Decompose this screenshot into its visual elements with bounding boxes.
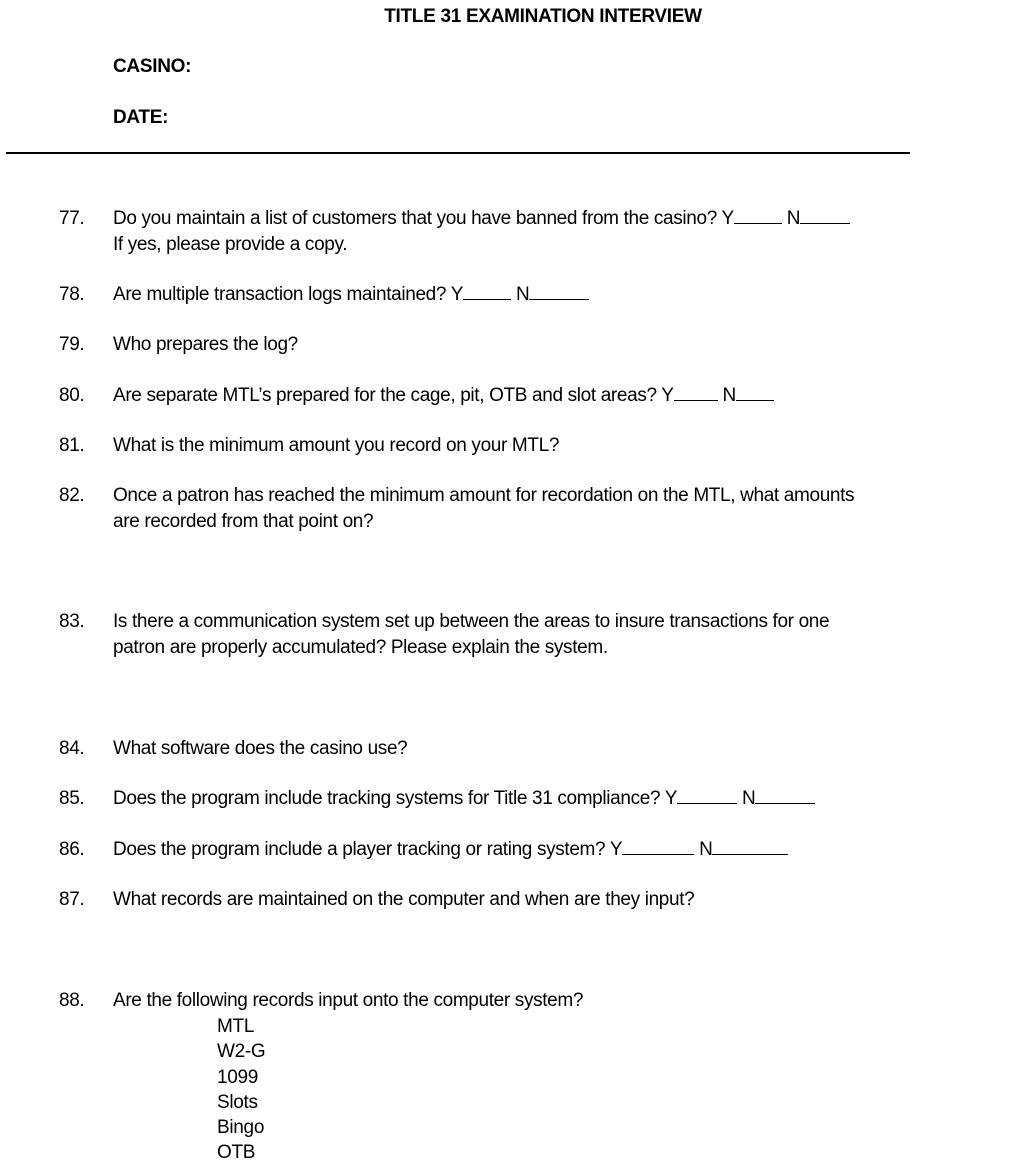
question-number: 86. — [59, 839, 85, 860]
question-text: Are separate MTL’s prepared for the cage, pit, OTB and slot areas? Y N — [113, 383, 774, 409]
question-text: Does the program include a player tracking or rating system? Y N — [113, 837, 788, 863]
question-text: What records are maintained on the computer and when are they input? — [113, 889, 695, 910]
no-blank[interactable] — [800, 207, 850, 224]
question-number: 81. — [59, 435, 85, 456]
record-item-mtl: MTL — [217, 1016, 255, 1037]
question-text: Are the following records input onto the computer system? — [113, 990, 584, 1011]
question-number: 80. — [59, 385, 85, 406]
question-text: What software does the casino use? — [113, 738, 408, 759]
yes-blank[interactable] — [677, 787, 737, 804]
question-number: 83. — [59, 611, 85, 632]
no-blank[interactable] — [755, 787, 815, 804]
question-text: Is there a communication system set up between the areas to insure transactions for one patron are properly accumulated? Please explain the system. — [113, 611, 830, 658]
question-text: What is the minimum amount you record on your MTL? — [113, 435, 560, 456]
no-blank[interactable] — [736, 384, 774, 401]
yes-blank[interactable] — [463, 283, 511, 300]
question-text: Who prepares the log? — [113, 334, 298, 355]
question-number: 77. — [59, 208, 85, 229]
no-blank[interactable] — [529, 283, 589, 300]
question-number: 78. — [59, 284, 85, 305]
question-number: 79. — [59, 334, 85, 355]
no-blank[interactable] — [712, 838, 788, 855]
question-text: Does the program include tracking systems for Title 31 compliance? Y N — [113, 786, 815, 812]
record-item-bingo: Bingo — [217, 1117, 265, 1139]
record-item-slots: Slots — [217, 1091, 258, 1113]
header-divider — [6, 152, 910, 154]
document-title: TITLE 31 EXAMINATION INTERVIEW — [384, 6, 702, 27]
yes-blank[interactable] — [622, 838, 694, 855]
question-number: 82. — [59, 485, 85, 506]
question-number: 87. — [59, 889, 85, 910]
question-text: Do you maintain a list of customers that you have banned from the casino? Y N If yes, please provide a copy. — [113, 206, 850, 258]
date-label: DATE: — [113, 107, 169, 128]
record-type-list — [217, 1014, 265, 1166]
record-item-otb: OTB — [217, 1142, 256, 1164]
casino-label: CASINO: — [113, 56, 192, 77]
question-number: 84. — [59, 738, 85, 759]
question-text: Once a patron has reached the minimum amount for recordation on the MTL, what amounts are recorded from that point on? — [113, 485, 855, 532]
record-item-1099: 1099 — [217, 1066, 259, 1088]
question-number: 85. — [59, 788, 85, 809]
yes-blank[interactable] — [734, 207, 782, 224]
record-item-w2g: W2-G — [217, 1041, 266, 1063]
question-text: Are multiple transaction logs maintained? Y N — [113, 282, 589, 308]
question-number: 88. — [59, 990, 85, 1011]
yes-blank[interactable] — [674, 384, 718, 401]
